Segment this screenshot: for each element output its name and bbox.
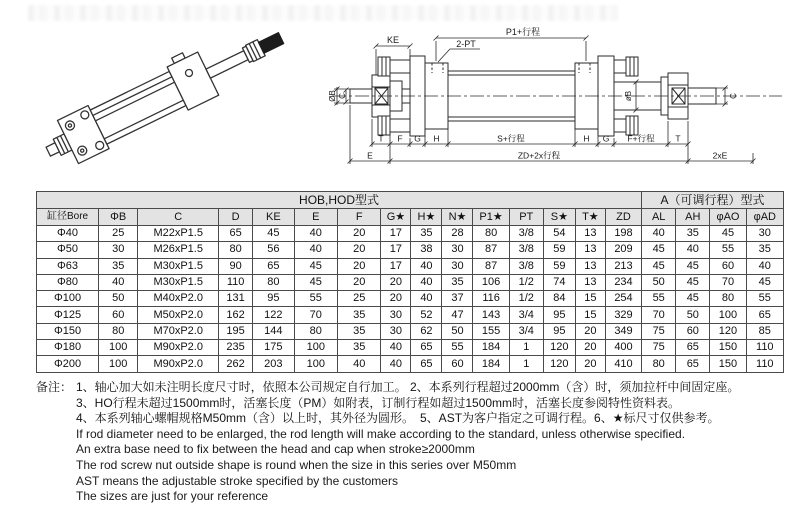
table-cell: 3/4 bbox=[509, 323, 543, 339]
table-row bbox=[37, 291, 784, 307]
table-cell: 35 bbox=[676, 226, 710, 242]
dim-label-2xe: 2xE bbox=[712, 150, 728, 161]
table-cell: 47 bbox=[442, 307, 473, 323]
table-cell: 60 bbox=[710, 258, 746, 274]
table-cell: 40 bbox=[381, 356, 411, 372]
note-line: 3、HO行程未超过1500mm时，活塞长度（PM）如附表，订制行程如超过1500mm时，活塞长度参阅特性资料表。 bbox=[76, 395, 681, 410]
table-cell: 45 bbox=[676, 258, 710, 274]
iso-tube bbox=[90, 71, 186, 144]
table-cell: 13 bbox=[575, 226, 605, 242]
table-cell: 3/4 bbox=[509, 307, 543, 323]
table-cell: M90xP2.0 bbox=[138, 356, 219, 372]
table-cell: 120 bbox=[543, 356, 575, 372]
dim-label-phib-left: ØB bbox=[328, 90, 337, 102]
dim-label-c-right: C bbox=[729, 93, 738, 99]
table-cell: 35 bbox=[337, 323, 380, 339]
note-line: 4、本系列轴心螺帽规格M50mm（含）以上时，其外径为圆形。 5、AST为客户指定之可调行程。6、★标尺寸仅供参考。 bbox=[76, 411, 720, 426]
table-cell: M70xP2.0 bbox=[138, 323, 219, 339]
table-column-header: C bbox=[138, 209, 219, 226]
table-column-header: AL bbox=[642, 209, 676, 226]
dim-label-p1-stroke: P1+行程 bbox=[505, 27, 541, 37]
table-column-header: 缸径Bore bbox=[37, 209, 99, 226]
table-cell: 35 bbox=[442, 274, 473, 290]
table-cell: 150 bbox=[710, 356, 746, 372]
table-cell: 80 bbox=[253, 274, 294, 290]
table-column-header: S★ bbox=[543, 209, 575, 226]
spec-table-section bbox=[36, 191, 784, 373]
dim-label-c-left: C bbox=[338, 93, 347, 99]
dim-label-zd: ZD+2x行程 bbox=[517, 150, 561, 161]
table-cell: 13 bbox=[575, 274, 605, 290]
table-cell: 65 bbox=[676, 340, 710, 356]
table-row bbox=[37, 226, 784, 242]
dimension-drawing-2d bbox=[326, 13, 788, 188]
table-column-header-row bbox=[37, 209, 784, 226]
table-cell: Φ40 bbox=[37, 226, 99, 242]
note-line: 1、轴心加大如未注明长度尺寸时，依照本公司规定自行加工。 2、本系列行程超过2000mm（含）时，须加拉杆中间固定座。 bbox=[76, 380, 740, 394]
table-cell: M26xP1.5 bbox=[138, 242, 219, 258]
table-cell: 1 bbox=[509, 340, 543, 356]
table-cell: 80 bbox=[710, 291, 746, 307]
table-cell: 70 bbox=[642, 307, 676, 323]
table-cell: M40xP2.0 bbox=[138, 291, 219, 307]
table-cell: 20 bbox=[337, 258, 380, 274]
dim-label-e: E bbox=[367, 150, 373, 161]
notes-section bbox=[36, 380, 778, 505]
table-cell: M30xP1.5 bbox=[138, 258, 219, 274]
table-cell: 17 bbox=[381, 258, 411, 274]
table-cell: 20 bbox=[575, 356, 605, 372]
table-cell: 74 bbox=[543, 274, 575, 290]
table-cell: 40 bbox=[676, 242, 710, 258]
table-cell: 95 bbox=[253, 291, 294, 307]
spec-table bbox=[36, 191, 784, 373]
dim-label-ke: KE bbox=[386, 35, 400, 45]
table-cell: Φ100 bbox=[37, 291, 99, 307]
table-cell: 59 bbox=[543, 258, 575, 274]
table-cell: 55 bbox=[294, 291, 337, 307]
table-cell: 30 bbox=[99, 242, 138, 258]
table-cell: 175 bbox=[253, 340, 294, 356]
table-cell: 254 bbox=[605, 291, 641, 307]
table-row bbox=[37, 356, 784, 372]
table-group-header-row bbox=[37, 192, 784, 209]
table-cell: 106 bbox=[473, 274, 509, 290]
table-cell: 28 bbox=[442, 226, 473, 242]
dim-label-h1: H bbox=[433, 133, 440, 144]
table-cell: 54 bbox=[543, 226, 575, 242]
notes-lines bbox=[76, 380, 778, 505]
table-cell: 85 bbox=[746, 323, 783, 339]
table-cell: 40 bbox=[411, 274, 442, 290]
table-cell: 50 bbox=[676, 307, 710, 323]
table-cell: 329 bbox=[605, 307, 641, 323]
table-column-header: F bbox=[337, 209, 380, 226]
table-cell: 80 bbox=[219, 242, 253, 258]
table-column-header: D bbox=[219, 209, 253, 226]
table-cell: 65 bbox=[411, 340, 442, 356]
table-cell: 15 bbox=[575, 307, 605, 323]
table-cell: 35 bbox=[99, 258, 138, 274]
table-cell: 30 bbox=[381, 307, 411, 323]
table-cell: 45 bbox=[676, 274, 710, 290]
note-line: The sizes are just for your reference bbox=[76, 489, 269, 504]
spec-table-body bbox=[37, 226, 784, 373]
table-cell: 60 bbox=[676, 323, 710, 339]
notes-label: 备注： bbox=[36, 380, 73, 394]
table-cell: Φ200 bbox=[37, 356, 99, 372]
table-cell: 20 bbox=[337, 226, 380, 242]
table-cell: 87 bbox=[473, 242, 509, 258]
table-cell: 100 bbox=[294, 356, 337, 372]
table-cell: 262 bbox=[219, 356, 253, 372]
table-column-header: ZD bbox=[605, 209, 641, 226]
table-cell: 55 bbox=[442, 340, 473, 356]
table-cell: 1/2 bbox=[509, 291, 543, 307]
dim-label-g2: G bbox=[602, 133, 610, 144]
table-column-header: E bbox=[294, 209, 337, 226]
table-cell: 13 bbox=[575, 242, 605, 258]
table-cell: 60 bbox=[442, 356, 473, 372]
table-cell: Φ180 bbox=[37, 340, 99, 356]
spec-table-head bbox=[37, 192, 784, 226]
table-cell: 30 bbox=[442, 242, 473, 258]
table-row bbox=[37, 323, 784, 339]
table-cell: 3/8 bbox=[509, 226, 543, 242]
table-cell: 75 bbox=[642, 340, 676, 356]
table-cell: 209 bbox=[605, 242, 641, 258]
table-cell: 50 bbox=[642, 274, 676, 290]
table-cell: 15 bbox=[575, 291, 605, 307]
table-cell: 40 bbox=[746, 258, 783, 274]
table-cell: 100 bbox=[710, 307, 746, 323]
table-cell: 35 bbox=[746, 242, 783, 258]
table-cell: 213 bbox=[605, 258, 641, 274]
table-cell: Φ63 bbox=[37, 258, 99, 274]
table-cell: 40 bbox=[337, 356, 380, 372]
table-cell: 65 bbox=[746, 307, 783, 323]
table-cell: 45 bbox=[676, 291, 710, 307]
table-cell: 110 bbox=[219, 274, 253, 290]
table-cell: 52 bbox=[411, 307, 442, 323]
dim-label-g1: G bbox=[414, 133, 421, 144]
table-cell: 45 bbox=[253, 226, 294, 242]
table-cell: 184 bbox=[473, 340, 509, 356]
table-column-header: ΦB bbox=[99, 209, 138, 226]
table-cell: 235 bbox=[219, 340, 253, 356]
table-cell: 110 bbox=[746, 340, 783, 356]
table-cell: 20 bbox=[575, 323, 605, 339]
iso-piston-rod bbox=[204, 30, 285, 82]
table-row bbox=[37, 242, 784, 258]
table-column-header: AH bbox=[676, 209, 710, 226]
table-column-header: G★ bbox=[381, 209, 411, 226]
table-cell: 30 bbox=[381, 323, 411, 339]
table-cell: 17 bbox=[381, 242, 411, 258]
table-cell: 84 bbox=[543, 291, 575, 307]
table-row bbox=[37, 258, 784, 274]
table-cell: 25 bbox=[337, 291, 380, 307]
table-cell: 20 bbox=[337, 242, 380, 258]
table-cell: 95 bbox=[543, 307, 575, 323]
table-row bbox=[37, 340, 784, 356]
table-cell: 20 bbox=[337, 274, 380, 290]
table-cell: Φ80 bbox=[37, 274, 99, 290]
table-cell: 45 bbox=[642, 242, 676, 258]
table-cell: 50 bbox=[99, 291, 138, 307]
table-cell: 55 bbox=[642, 291, 676, 307]
table-cell: 40 bbox=[294, 242, 337, 258]
table-cell: 65 bbox=[676, 356, 710, 372]
dim-label-phib-right: øB bbox=[624, 90, 633, 102]
table-cell: 80 bbox=[294, 323, 337, 339]
table-cell: 65 bbox=[219, 226, 253, 242]
table-cell: M30xP1.5 bbox=[138, 274, 219, 290]
table-cell: 131 bbox=[219, 291, 253, 307]
table-cell: 40 bbox=[381, 340, 411, 356]
table-cell: 116 bbox=[473, 291, 509, 307]
dim-label-f1: F bbox=[397, 133, 403, 144]
table-cell: 35 bbox=[411, 226, 442, 242]
table-cell: 55 bbox=[746, 291, 783, 307]
table-column-header: φAO bbox=[710, 209, 746, 226]
table-column-header: φAD bbox=[746, 209, 783, 226]
table-cell: 120 bbox=[543, 340, 575, 356]
table-cell: 90 bbox=[219, 258, 253, 274]
table-cell: 37 bbox=[442, 291, 473, 307]
table-cell: M90xP2.0 bbox=[138, 340, 219, 356]
table-cell: 40 bbox=[99, 274, 138, 290]
note-line: AST means the adjustable stroke specified by the customers bbox=[76, 473, 398, 488]
table-cell: 40 bbox=[411, 258, 442, 274]
dim-label-s-stroke: S+行程 bbox=[497, 133, 525, 144]
table-cell: 203 bbox=[253, 356, 294, 372]
table-column-header: H★ bbox=[411, 209, 442, 226]
table-cell: Φ50 bbox=[37, 242, 99, 258]
table-cell: 195 bbox=[219, 323, 253, 339]
table-cell: 45 bbox=[294, 258, 337, 274]
dim-label-h2: H bbox=[583, 133, 590, 144]
table-cell: 70 bbox=[710, 274, 746, 290]
table-cell: 162 bbox=[219, 307, 253, 323]
table-cell: 50 bbox=[442, 323, 473, 339]
table-cell: 45 bbox=[642, 258, 676, 274]
table-cell: 45 bbox=[710, 226, 746, 242]
table-cell: 40 bbox=[411, 291, 442, 307]
dim-label-f-stroke: F+行程 bbox=[627, 133, 655, 144]
table-column-header: KE bbox=[253, 209, 294, 226]
dim-label-2pt: 2-PT bbox=[456, 39, 476, 49]
table-cell: 87 bbox=[473, 258, 509, 274]
note-line: An extra base need to fix between the head and cap when stroke≥2000mm bbox=[76, 442, 475, 457]
table-cell: 55 bbox=[710, 242, 746, 258]
table-cell: 20 bbox=[575, 340, 605, 356]
table-cell: 184 bbox=[473, 356, 509, 372]
table-cell: 45 bbox=[746, 274, 783, 290]
table-cell: 62 bbox=[411, 323, 442, 339]
table-cell: 120 bbox=[710, 323, 746, 339]
table-cell: 35 bbox=[337, 307, 380, 323]
table-cell: 25 bbox=[99, 226, 138, 242]
table-cell: 20 bbox=[381, 274, 411, 290]
table-cell: M22xP1.5 bbox=[138, 226, 219, 242]
table-cell: 349 bbox=[605, 323, 641, 339]
table-cell: 13 bbox=[575, 258, 605, 274]
table-cell: 144 bbox=[253, 323, 294, 339]
table-cell: 60 bbox=[99, 307, 138, 323]
dim-label-t1: T bbox=[378, 133, 384, 144]
table-cell: Φ125 bbox=[37, 307, 99, 323]
table-cell: 35 bbox=[337, 340, 380, 356]
table-cell: 70 bbox=[294, 307, 337, 323]
table-cell: 30 bbox=[746, 226, 783, 242]
table-row bbox=[37, 274, 784, 290]
table-cell: 17 bbox=[381, 226, 411, 242]
table-cell: 1 bbox=[509, 356, 543, 372]
table-cell: 410 bbox=[605, 356, 641, 372]
table-cell: 80 bbox=[99, 323, 138, 339]
table-cell: 400 bbox=[605, 340, 641, 356]
table-cell: 122 bbox=[253, 307, 294, 323]
table-cell: 80 bbox=[473, 226, 509, 242]
table-cell: 45 bbox=[294, 274, 337, 290]
table-cell: 59 bbox=[543, 242, 575, 258]
table-cell: M50xP2.0 bbox=[138, 307, 219, 323]
note-line: If rod diameter need to be enlarged, the rod length will make according to the standard, unless otherwise specified. bbox=[76, 426, 686, 441]
table-cell: 30 bbox=[442, 258, 473, 274]
table-cell: 65 bbox=[253, 258, 294, 274]
dim-label-t2: T bbox=[675, 133, 681, 144]
note-line: The rod screw nut outside shape is round when the size in this series over M50mm bbox=[76, 457, 517, 472]
table-cell: 234 bbox=[605, 274, 641, 290]
table-cell: 20 bbox=[381, 291, 411, 307]
table-cell: 40 bbox=[642, 226, 676, 242]
table-cell: 110 bbox=[746, 356, 783, 372]
table-cell: Φ150 bbox=[37, 323, 99, 339]
table-cell: 100 bbox=[99, 340, 138, 356]
table-cell: 150 bbox=[710, 340, 746, 356]
table-cell: 95 bbox=[543, 323, 575, 339]
table-column-header: P1★ bbox=[473, 209, 509, 226]
table-column-header: T★ bbox=[575, 209, 605, 226]
table-cell: 3/8 bbox=[509, 242, 543, 258]
table-group-header: HOB,HOD型式 bbox=[37, 192, 642, 209]
table-cell: 75 bbox=[642, 323, 676, 339]
table-cell: 65 bbox=[411, 356, 442, 372]
table-cell: 80 bbox=[642, 356, 676, 372]
isometric-cylinder-drawing bbox=[18, 12, 318, 182]
table-column-header: N★ bbox=[442, 209, 473, 226]
table-cell: 198 bbox=[605, 226, 641, 242]
table-group-header: A（可调行程）型式 bbox=[642, 192, 784, 209]
table-cell: 100 bbox=[99, 356, 138, 372]
table-row bbox=[37, 307, 784, 323]
table-cell: 143 bbox=[473, 307, 509, 323]
table-cell: 56 bbox=[253, 242, 294, 258]
table-cell: 3/8 bbox=[509, 258, 543, 274]
table-cell: 100 bbox=[294, 340, 337, 356]
table-cell: 40 bbox=[294, 226, 337, 242]
table-cell: 155 bbox=[473, 323, 509, 339]
table-cell: 1/2 bbox=[509, 274, 543, 290]
table-column-header: PT bbox=[509, 209, 543, 226]
table-cell: 38 bbox=[411, 242, 442, 258]
